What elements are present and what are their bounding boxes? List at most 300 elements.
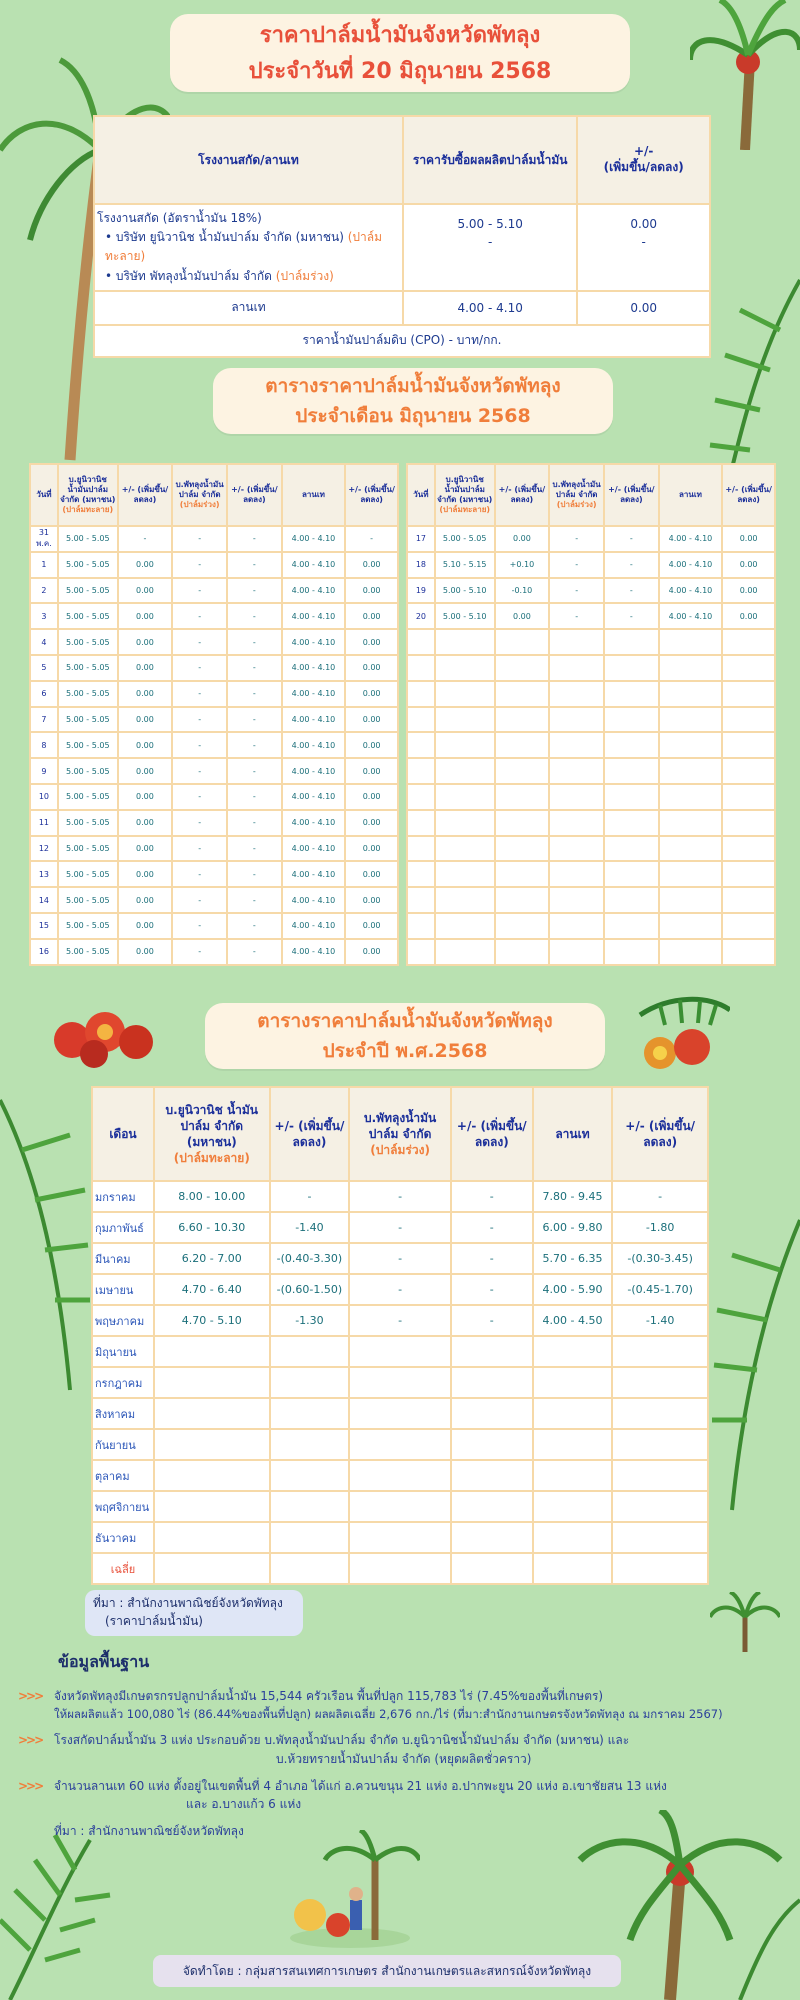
monthly-row-label: 15 — [30, 913, 58, 939]
monthly-row-cell: - — [172, 810, 227, 836]
yearly-row-cell: - — [349, 1181, 451, 1212]
monthly-row-cell: - — [172, 629, 227, 655]
monthly-row-cell — [722, 939, 775, 965]
arrow-icon: >>> — [18, 1689, 43, 1703]
yearly-row-cell: 4.70 - 5.10 — [154, 1305, 270, 1336]
monthly-row-cell — [722, 836, 775, 862]
avg-cell — [451, 1553, 533, 1584]
monthly-row-cell: 0.00 — [345, 758, 398, 784]
monthly-title-line-1: ตารางราคาปาล์มน้ำมันจังหวัดพัทลุง — [265, 375, 561, 397]
monthly-row-cell: 0.00 — [118, 629, 173, 655]
monthly-row-cell: - — [227, 887, 282, 913]
monthly-row-label: 1 — [30, 552, 58, 578]
monthly-row-cell — [495, 913, 550, 939]
monthly-row-cell — [659, 707, 723, 733]
monthly-row-cell: 4.00 - 4.10 — [282, 732, 346, 758]
yearly-row-cell — [533, 1522, 613, 1553]
monthly-row-cell — [435, 629, 495, 655]
monthly-row-cell: 4.00 - 4.10 — [282, 655, 346, 681]
yearly-row-cell — [154, 1367, 270, 1398]
monthly-row-cell — [549, 861, 604, 887]
monthly-row-cell: 0.00 — [345, 681, 398, 707]
monthly-row-cell: 4.00 - 4.10 — [659, 578, 723, 604]
monthly-row-cell: 5.00 - 5.05 — [58, 913, 118, 939]
monthly-row-cell: - — [172, 655, 227, 681]
monthly-row-cell: 0.00 — [118, 887, 173, 913]
monthly-row-cell — [435, 707, 495, 733]
monthly-row-label: 8 — [30, 732, 58, 758]
monthly-row-cell: 0.00 — [722, 552, 775, 578]
monthly-row-cell: 5.00 - 5.05 — [58, 681, 118, 707]
yearly-row-cell: -(0.30-3.45) — [612, 1243, 708, 1274]
monthly-row-cell: - — [172, 861, 227, 887]
monthly-row-cell: 4.00 - 4.10 — [282, 603, 346, 629]
monthly-row-cell — [495, 939, 550, 965]
monthly-row-cell — [722, 887, 775, 913]
monthly-row-cell: - — [172, 758, 227, 784]
monthly-row-cell — [604, 707, 659, 733]
yearly-row-cell: 7.80 - 9.45 — [533, 1181, 613, 1212]
monthly-row-cell: - — [118, 526, 173, 552]
h-change-uni: +/- (เพิ่มขึ้น/ลดลง) — [495, 464, 550, 526]
yearly-row-cell — [349, 1398, 451, 1429]
yearly-row-cell: - — [451, 1181, 533, 1212]
monthly-row-label: 14 — [30, 887, 58, 913]
monthly-row-cell — [659, 629, 723, 655]
monthly-row-cell: - — [227, 939, 282, 965]
monthly-row-cell: 5.00 - 5.05 — [58, 758, 118, 784]
monthly-row-cell — [435, 758, 495, 784]
source-note — [85, 1590, 303, 1636]
monthly-row-label: 6 — [30, 681, 58, 707]
monthly-row — [30, 939, 398, 965]
monthly-row-cell — [549, 784, 604, 810]
yearly-row-cell — [270, 1367, 350, 1398]
monthly-row-cell — [659, 732, 723, 758]
yearly-row-cell: 6.20 - 7.00 — [154, 1243, 270, 1274]
yearly-row-cell — [612, 1460, 708, 1491]
monthly-row-label — [407, 784, 435, 810]
monthly-row — [30, 707, 398, 733]
monthly-row-label — [407, 707, 435, 733]
company-2-change: - — [641, 235, 646, 249]
yearly-row-cell: - — [451, 1305, 533, 1336]
avg-cell — [612, 1553, 708, 1584]
monthly-row-cell: 4.00 - 4.10 — [282, 681, 346, 707]
yearly-row-label: มิถุนายน — [92, 1336, 154, 1367]
monthly-row-cell: 0.00 — [722, 603, 775, 629]
monthly-row-cell — [435, 784, 495, 810]
monthly-row-cell: 0.00 — [345, 603, 398, 629]
h-change-pt: +/- (เพิ่มขึ้น/ลดลง) — [227, 464, 282, 526]
yearly-row-cell — [451, 1491, 533, 1522]
yearly-row-cell: 4.70 - 6.40 — [154, 1274, 270, 1305]
monthly-row-label: 7 — [30, 707, 58, 733]
yh-uni: บ.ยูนิวานิช น้ำมันปาล์ม จำกัด (มหาชน) (ปาล์มทะลาย) — [154, 1087, 270, 1181]
yearly-row-cell — [349, 1522, 451, 1553]
monthly-row — [30, 526, 398, 552]
avg-cell — [270, 1553, 350, 1584]
monthly-row-cell: 4.00 - 4.10 — [282, 836, 346, 862]
yearly-row-cell: 5.70 - 6.35 — [533, 1243, 613, 1274]
monthly-row-cell: - — [604, 552, 659, 578]
monthly-row-cell — [722, 732, 775, 758]
monthly-row-cell: 4.00 - 4.10 — [282, 939, 346, 965]
monthly-row-cell: 0.00 — [118, 861, 173, 887]
basic-bullet-2 — [18, 1731, 798, 1768]
lan-change: 0.00 — [577, 291, 710, 325]
yearly-row-cell — [270, 1398, 350, 1429]
h-lan: ลานเท — [659, 464, 723, 526]
monthly-row — [30, 861, 398, 887]
yearly-title — [205, 1003, 605, 1069]
monthly-row-cell: - — [227, 732, 282, 758]
monthly-row-cell: 5.00 - 5.05 — [58, 526, 118, 552]
monthly-row-cell: 0.00 — [345, 732, 398, 758]
avg-cell — [349, 1553, 451, 1584]
monthly-row-cell — [722, 810, 775, 836]
monthly-row-cell — [722, 758, 775, 784]
monthly-row-cell — [659, 887, 723, 913]
yearly-row-cell: - — [451, 1243, 533, 1274]
monthly-row-cell — [435, 732, 495, 758]
monthly-table-left — [29, 463, 399, 966]
monthly-row-cell: 0.00 — [722, 526, 775, 552]
monthly-row-cell — [604, 810, 659, 836]
monthly-row-cell — [604, 836, 659, 862]
monthly-row-cell: 0.00 — [495, 526, 550, 552]
yearly-row-cell — [451, 1460, 533, 1491]
monthly-row-cell — [549, 629, 604, 655]
yearly-row-cell — [612, 1429, 708, 1460]
footer-credit: จัดทำโดย : กลุ่มสารสนเทศการเกษตร สำนักงานเกษตรและสหกรณ์จังหวัดพัทลุง — [153, 1955, 621, 1987]
yh-change-uni: +/- (เพิ่มขึ้น/ลดลง) — [270, 1087, 350, 1181]
monthly-row-cell: - — [227, 603, 282, 629]
monthly-row-cell — [495, 887, 550, 913]
yearly-row-cell — [533, 1491, 613, 1522]
monthly-row-cell — [722, 681, 775, 707]
monthly-row-cell: 0.00 — [345, 836, 398, 862]
monthly-row-cell — [435, 681, 495, 707]
monthly-row-cell: 0.00 — [118, 578, 173, 604]
monthly-row-cell: 4.00 - 4.10 — [659, 552, 723, 578]
monthly-row-cell: - — [549, 578, 604, 604]
yearly-row-cell — [451, 1398, 533, 1429]
h-change-lan: +/- (เพิ่มขึ้น/ลดลง) — [345, 464, 398, 526]
yearly-row-cell: - — [451, 1212, 533, 1243]
monthly-row-label: 2 — [30, 578, 58, 604]
monthly-row-cell: 0.00 — [118, 603, 173, 629]
lan-label: ลานเท — [94, 291, 403, 325]
monthly-row-cell: - — [227, 655, 282, 681]
yearly-row-label: ธันวาคม — [92, 1522, 154, 1553]
monthly-row-cell: 4.00 - 4.10 — [659, 603, 723, 629]
h-uni: บ.ยูนิวานิช น้ำมันปาล์ม จำกัด (มหาชน) (ปาล์มทะลาย) — [58, 464, 118, 526]
monthly-row-cell — [549, 681, 604, 707]
monthly-row-cell: - — [172, 784, 227, 810]
yearly-row-cell — [533, 1367, 613, 1398]
monthly-row-cell: 0.00 — [345, 784, 398, 810]
monthly-row — [407, 603, 775, 629]
yearly-row-label: ตุลาคม — [92, 1460, 154, 1491]
yearly-row-cell — [451, 1522, 533, 1553]
yearly-row-label: กุมภาพันธ์ — [92, 1212, 154, 1243]
company-1-price: 5.00 - 5.10 — [457, 217, 523, 231]
monthly-row-cell — [549, 939, 604, 965]
company-1: • บริษัท ยูนิวานิช น้ำมันปาล์ม จำกัด (มหาชน) (ปาล์มทะลาย) — [105, 230, 383, 264]
yearly-row-label: เมษายน — [92, 1274, 154, 1305]
monthly-row-cell — [604, 629, 659, 655]
monthly-row-cell: 0.00 — [118, 836, 173, 862]
yearly-row-cell: -1.30 — [270, 1305, 350, 1336]
yearly-row-cell — [612, 1491, 708, 1522]
monthly-row-cell — [604, 887, 659, 913]
yearly-table — [91, 1086, 709, 1585]
yearly-row-cell — [451, 1367, 533, 1398]
monthly-row-label — [407, 939, 435, 965]
yearly-row-cell — [612, 1336, 708, 1367]
yearly-row-cell — [533, 1460, 613, 1491]
monthly-row-cell: - — [604, 578, 659, 604]
monthly-row-cell: 0.00 — [118, 810, 173, 836]
h-change-lan: +/- (เพิ่มขึ้น/ลดลง) — [722, 464, 775, 526]
monthly-row — [30, 732, 398, 758]
monthly-row-cell — [495, 732, 550, 758]
basic-info-section — [18, 1650, 798, 1841]
monthly-row-cell — [604, 913, 659, 939]
lan-price: 4.00 - 4.10 — [403, 291, 577, 325]
monthly-row-cell — [495, 810, 550, 836]
monthly-row-cell: 0.00 — [345, 939, 398, 965]
monthly-row-cell — [604, 732, 659, 758]
monthly-row-cell — [604, 681, 659, 707]
basic-info-title: ข้อมูลพื้นฐาน — [58, 1652, 150, 1671]
company-1-change: 0.00 — [630, 217, 658, 231]
company-2-price: - — [488, 235, 493, 249]
monthly-row-label: 18 — [407, 552, 435, 578]
monthly-row-cell: 0.00 — [118, 784, 173, 810]
yearly-title-line-2: ประจำปี พ.ศ.2568 — [322, 1040, 488, 1062]
palm-fruits-left-icon — [50, 1008, 160, 1068]
monthly-row-cell — [659, 861, 723, 887]
monthly-row-cell: 5.00 - 5.05 — [435, 526, 495, 552]
monthly-row — [407, 836, 775, 862]
source-line-2: (ราคาปาล์มน้ำมัน) — [105, 1614, 203, 1628]
yearly-row-cell — [451, 1429, 533, 1460]
yearly-row-cell — [612, 1522, 708, 1553]
h-change-uni: +/- (เพิ่มขึ้น/ลดลง) — [118, 464, 173, 526]
monthly-row-cell: 0.00 — [345, 861, 398, 887]
monthly-row-cell: - — [172, 836, 227, 862]
monthly-row-cell: 5.00 - 5.10 — [435, 603, 495, 629]
monthly-row-label: 16 — [30, 939, 58, 965]
monthly-row-cell: - — [172, 732, 227, 758]
monthly-row-cell: 0.00 — [118, 655, 173, 681]
monthly-row-cell: - — [227, 681, 282, 707]
h-change-pt: +/- (เพิ่มขึ้น/ลดลง) — [604, 464, 659, 526]
monthly-row-cell: 5.00 - 5.05 — [58, 578, 118, 604]
monthly-row-cell: - — [345, 526, 398, 552]
monthly-row-cell: 5.00 - 5.05 — [58, 629, 118, 655]
palm-leaf-right-mid-icon — [712, 1200, 800, 1520]
monthly-row-label: 3 — [30, 603, 58, 629]
monthly-row-cell — [435, 836, 495, 862]
h-day: วันที่ — [30, 464, 58, 526]
monthly-row-label — [407, 810, 435, 836]
monthly-row-cell — [659, 939, 723, 965]
monthly-row-cell — [495, 655, 550, 681]
yearly-row-label: กันยายน — [92, 1429, 154, 1460]
yearly-row-cell — [270, 1336, 350, 1367]
palm-plantation-icon — [710, 1592, 780, 1652]
yearly-row-cell — [154, 1522, 270, 1553]
monthly-row-cell: - — [549, 603, 604, 629]
h-pt: บ.พัทลุงน้ำมันปาล์ม จำกัด (ปาล์มร่วง) — [549, 464, 604, 526]
yearly-row — [92, 1243, 708, 1274]
monthly-title — [213, 368, 613, 434]
monthly-row-label: 13 — [30, 861, 58, 887]
yearly-row-cell — [349, 1336, 451, 1367]
yearly-row-cell: -1.80 — [612, 1212, 708, 1243]
monthly-row-cell — [722, 629, 775, 655]
farmer-palm-illustration-icon — [280, 1830, 420, 1950]
yearly-row-label: พฤศจิกายน — [92, 1491, 154, 1522]
monthly-row-cell: 5.00 - 5.05 — [58, 552, 118, 578]
monthly-row-cell: 0.00 — [118, 681, 173, 707]
monthly-row — [30, 913, 398, 939]
monthly-row-cell: 0.00 — [345, 552, 398, 578]
monthly-row — [407, 861, 775, 887]
monthly-row-cell — [435, 913, 495, 939]
monthly-row — [407, 887, 775, 913]
yearly-row-cell: -(0.60-1.50) — [270, 1274, 350, 1305]
monthly-row-cell: 5.00 - 5.05 — [58, 732, 118, 758]
monthly-row-cell — [495, 758, 550, 784]
monthly-row-cell: 5.00 - 5.05 — [58, 784, 118, 810]
monthly-row-cell: - — [172, 887, 227, 913]
yh-change-pt: +/- (เพิ่มขึ้น/ลดลง) — [451, 1087, 533, 1181]
average-label: เฉลี่ย — [92, 1553, 154, 1584]
monthly-row — [30, 655, 398, 681]
monthly-row-cell — [722, 784, 775, 810]
monthly-row-cell: 0.00 — [345, 887, 398, 913]
monthly-row-cell — [435, 810, 495, 836]
basic-source: ที่มา : สำนักงานพาณิชย์จังหวัดพัทลุง — [54, 1823, 244, 1838]
yearly-row-cell: -(0.40-3.30) — [270, 1243, 350, 1274]
monthly-row-cell: 5.00 - 5.05 — [58, 836, 118, 862]
yearly-row-cell: 4.00 - 4.50 — [533, 1305, 613, 1336]
monthly-row-cell: - — [227, 552, 282, 578]
monthly-row-cell — [659, 913, 723, 939]
yearly-row-cell — [349, 1491, 451, 1522]
monthly-row-cell — [659, 836, 723, 862]
monthly-row-label — [407, 836, 435, 862]
monthly-row-label: 20 — [407, 603, 435, 629]
monthly-row-label: 5 — [30, 655, 58, 681]
monthly-row-cell: 5.00 - 5.05 — [58, 887, 118, 913]
monthly-row-cell: 0.00 — [722, 578, 775, 604]
monthly-row-cell: - — [604, 603, 659, 629]
monthly-row-cell — [722, 913, 775, 939]
monthly-row-cell — [495, 836, 550, 862]
monthly-row-cell: 0.00 — [118, 707, 173, 733]
yearly-row-cell: - — [612, 1181, 708, 1212]
monthly-row — [30, 887, 398, 913]
monthly-row-cell — [549, 707, 604, 733]
title-line-1: ราคาปาล์มน้ำมันจังหวัดพัทลุง — [259, 23, 541, 48]
monthly-row-cell: 0.00 — [345, 707, 398, 733]
h-day: วันที่ — [407, 464, 435, 526]
h-lan: ลานเท — [282, 464, 346, 526]
daily-price-table — [93, 115, 711, 358]
monthly-row-cell: - — [227, 913, 282, 939]
monthly-row-cell — [435, 939, 495, 965]
monthly-row-cell: 4.00 - 4.10 — [282, 784, 346, 810]
monthly-row-cell: 0.00 — [345, 629, 398, 655]
yearly-row-cell: 4.00 - 5.90 — [533, 1274, 613, 1305]
bullet-1-line-1: จังหวัดพัทลุงมีเกษตรกรปลูกปาล์มน้ำมัน 15,544 ครัวเรือน พื้นที่ปลูก 115,783 ไร่ (7.45%ของพื้นที่เกษตร) — [54, 1689, 604, 1703]
monthly-row — [407, 758, 775, 784]
yearly-row-cell — [451, 1336, 533, 1367]
monthly-row-cell: 0.00 — [345, 913, 398, 939]
bullet-2-line-2: บ.ห้วยทรายน้ำมันปาล์ม จำกัด (หยุดผลิตชั่วคราว) — [276, 1752, 532, 1766]
yh-month: เดือน — [92, 1087, 154, 1181]
monthly-row — [30, 784, 398, 810]
yearly-row-cell — [154, 1491, 270, 1522]
monthly-row-cell — [549, 655, 604, 681]
yearly-row-cell: - — [349, 1274, 451, 1305]
col-factory: โรงงานสกัด/ลานเท — [94, 116, 403, 204]
yearly-row-label: สิงหาคม — [92, 1398, 154, 1429]
monthly-row-cell: 4.00 - 4.10 — [659, 526, 723, 552]
yearly-row-label: มกราคม — [92, 1181, 154, 1212]
monthly-row — [407, 732, 775, 758]
monthly-row-cell: 0.00 — [118, 552, 173, 578]
yearly-row-cell — [533, 1336, 613, 1367]
monthly-row-cell — [549, 887, 604, 913]
monthly-row-cell: - — [227, 784, 282, 810]
yearly-row — [92, 1274, 708, 1305]
monthly-row — [30, 758, 398, 784]
monthly-row-cell: -0.10 — [495, 578, 550, 604]
yearly-row — [92, 1491, 708, 1522]
monthly-row-cell: - — [172, 913, 227, 939]
monthly-row — [407, 913, 775, 939]
yearly-row-cell: 6.00 - 9.80 — [533, 1212, 613, 1243]
monthly-row-cell: 4.00 - 4.10 — [282, 861, 346, 887]
monthly-row-cell — [722, 655, 775, 681]
monthly-row-label — [407, 655, 435, 681]
monthly-row-cell: 4.00 - 4.10 — [282, 552, 346, 578]
monthly-row-cell: 5.00 - 5.05 — [58, 810, 118, 836]
arrow-icon: >>> — [18, 1778, 43, 1793]
monthly-row-label: 10 — [30, 784, 58, 810]
monthly-row-cell: - — [227, 861, 282, 887]
monthly-row-cell: - — [172, 681, 227, 707]
monthly-row-label — [407, 887, 435, 913]
monthly-row-cell: - — [227, 758, 282, 784]
monthly-row-cell — [604, 655, 659, 681]
yearly-title-line-1: ตารางราคาปาล์มน้ำมันจังหวัดพัทลุง — [257, 1010, 553, 1032]
yearly-row-cell: - — [349, 1305, 451, 1336]
monthly-row-cell — [549, 836, 604, 862]
monthly-row-cell: - — [227, 526, 282, 552]
monthly-row — [30, 603, 398, 629]
yearly-row-cell — [154, 1429, 270, 1460]
monthly-row-cell: - — [172, 707, 227, 733]
monthly-title-line-2: ประจำเดือน มิถุนายน 2568 — [295, 405, 531, 427]
yearly-row — [92, 1305, 708, 1336]
